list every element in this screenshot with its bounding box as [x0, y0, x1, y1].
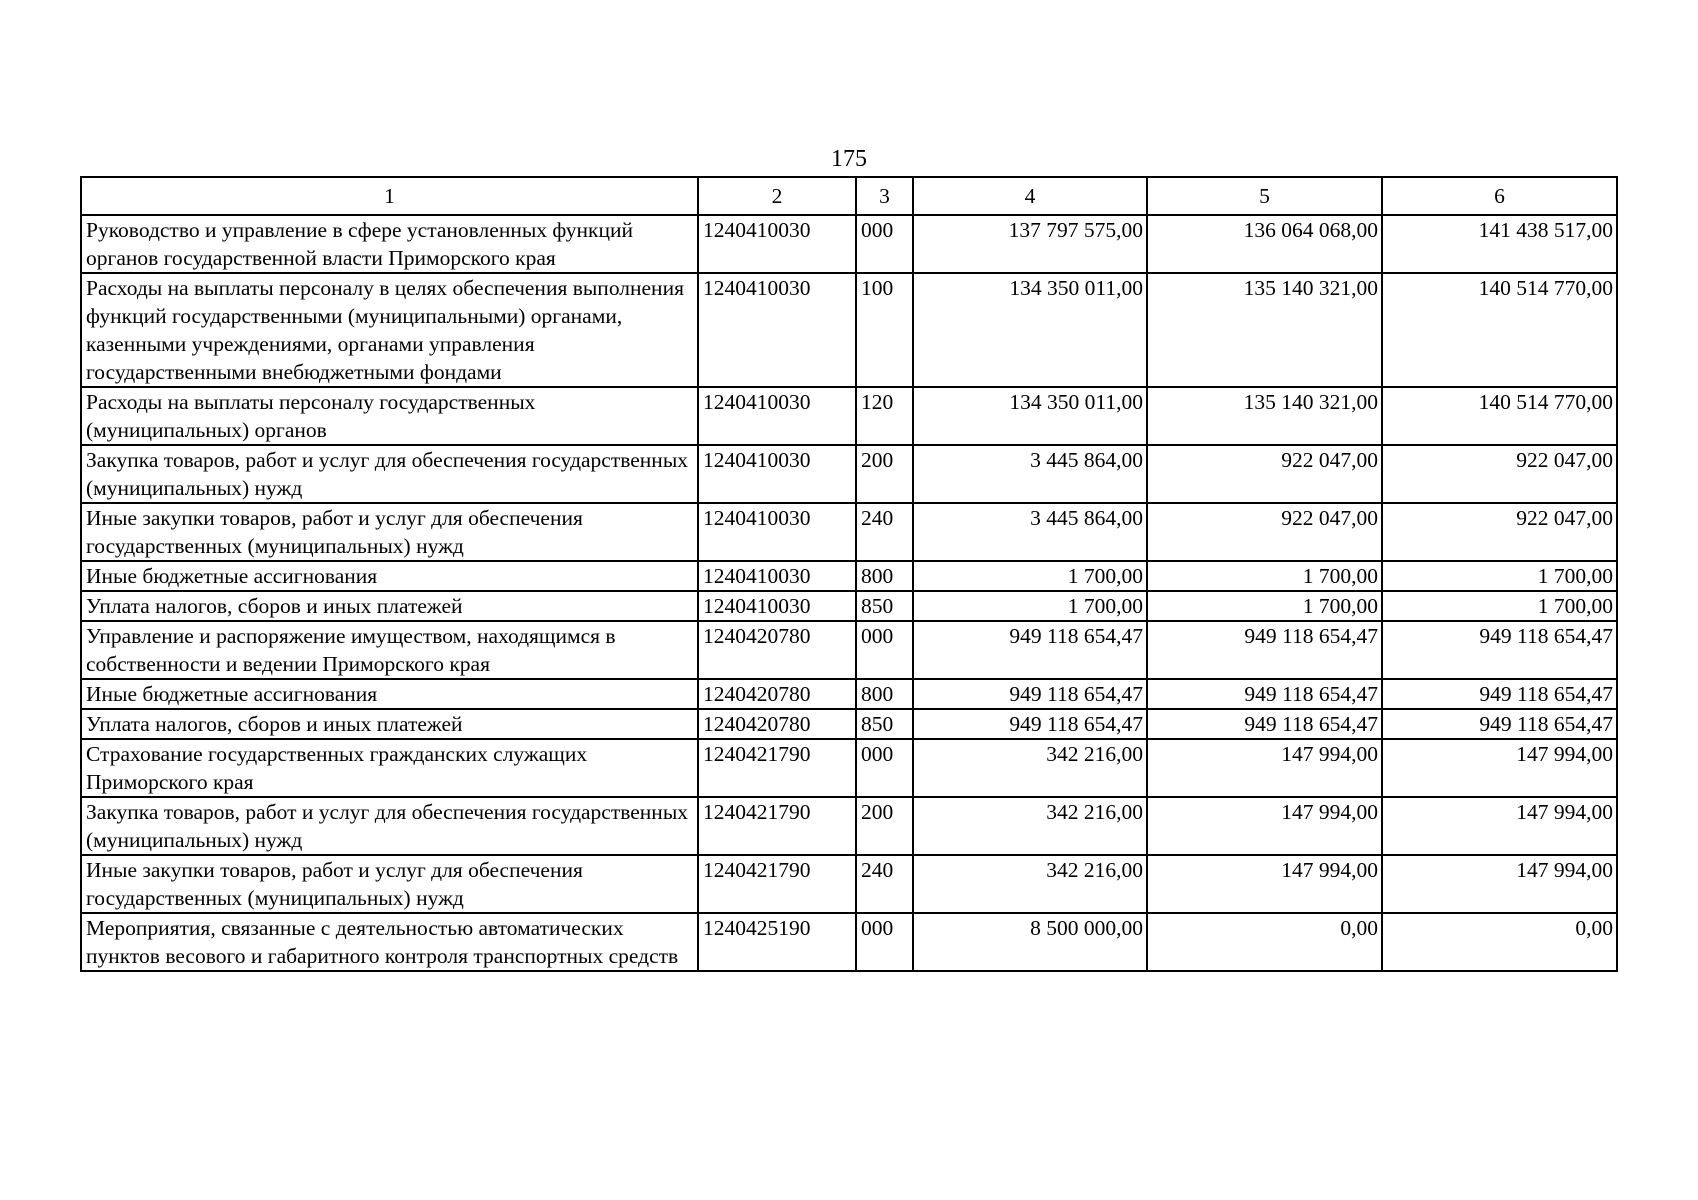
table-row [81, 503, 1617, 561]
row-code: 1240410030 [698, 273, 856, 387]
column-header-1: 1 [81, 177, 698, 215]
row-expense-type: 850 [856, 591, 913, 621]
row-amount-5: 1 700,00 [1147, 561, 1382, 591]
column-header-4: 4 [913, 177, 1147, 215]
row-amount-6: 922 047,00 [1382, 445, 1617, 503]
row-amount-5: 0,00 [1147, 913, 1382, 971]
row-amount-4: 137 797 575,00 [913, 215, 1147, 273]
row-code: 1240425190 [698, 913, 856, 971]
table-row [81, 621, 1617, 679]
table-row [81, 387, 1617, 445]
row-expense-type: 800 [856, 561, 913, 591]
row-amount-5: 1 700,00 [1147, 591, 1382, 621]
row-name: Иные закупки товаров, работ и услуг для обеспечения государственных (муниципальных) нужд [81, 503, 698, 561]
row-name: Руководство и управление в сфере установленных функций органов государственной власти Приморского края [81, 215, 698, 273]
row-name: Уплата налогов, сборов и иных платежей [81, 709, 698, 739]
row-amount-4: 3 445 864,00 [913, 445, 1147, 503]
row-code: 1240421790 [698, 797, 856, 855]
row-code: 1240410030 [698, 387, 856, 445]
row-expense-type: 000 [856, 913, 913, 971]
row-expense-type: 200 [856, 445, 913, 503]
row-name: Закупка товаров, работ и услуг для обеспечения государственных (муниципальных) нужд [81, 445, 698, 503]
column-header-3: 3 [856, 177, 913, 215]
row-amount-4: 949 118 654,47 [913, 621, 1147, 679]
row-name: Закупка товаров, работ и услуг для обеспечения государственных (муниципальных) нужд [81, 797, 698, 855]
row-expense-type: 240 [856, 503, 913, 561]
row-code: 1240420780 [698, 709, 856, 739]
row-amount-5: 135 140 321,00 [1147, 273, 1382, 387]
row-amount-4: 3 445 864,00 [913, 503, 1147, 561]
column-header-5: 5 [1147, 177, 1382, 215]
row-amount-4: 1 700,00 [913, 561, 1147, 591]
row-name: Управление и распоряжение имуществом, находящимся в собственности и ведении Приморского края [81, 621, 698, 679]
table-row [81, 739, 1617, 797]
row-expense-type: 120 [856, 387, 913, 445]
row-name: Уплата налогов, сборов и иных платежей [81, 591, 698, 621]
table-row [81, 679, 1617, 709]
row-amount-6: 949 118 654,47 [1382, 621, 1617, 679]
row-name: Страхование государственных гражданских служащих Приморского края [81, 739, 698, 797]
row-amount-5: 922 047,00 [1147, 503, 1382, 561]
page-number [0, 146, 1698, 172]
header-row [81, 177, 1617, 215]
row-expense-type: 000 [856, 621, 913, 679]
table-row [81, 561, 1617, 591]
row-amount-4: 8 500 000,00 [913, 913, 1147, 971]
row-code: 1240420780 [698, 679, 856, 709]
row-amount-6: 1 700,00 [1382, 591, 1617, 621]
row-amount-6: 147 994,00 [1382, 797, 1617, 855]
table-row [81, 855, 1617, 913]
row-amount-6: 0,00 [1382, 913, 1617, 971]
row-expense-type: 800 [856, 679, 913, 709]
row-expense-type: 000 [856, 739, 913, 797]
row-expense-type: 100 [856, 273, 913, 387]
row-amount-4: 949 118 654,47 [913, 709, 1147, 739]
budget-table [80, 176, 1618, 972]
row-name: Иные бюджетные ассигнования [81, 561, 698, 591]
row-amount-5: 147 994,00 [1147, 855, 1382, 913]
row-code: 1240421790 [698, 739, 856, 797]
table-row [81, 913, 1617, 971]
row-code: 1240410030 [698, 445, 856, 503]
row-code: 1240410030 [698, 561, 856, 591]
row-name: Расходы на выплаты персоналу в целях обеспечения выполнения функций государственными (муниципальными) органами, казенными учреждениями, органами управления государственными внебюджетными фондами [81, 273, 698, 387]
row-expense-type: 240 [856, 855, 913, 913]
row-name: Иные закупки товаров, работ и услуг для обеспечения государственных (муниципальных) нужд [81, 855, 698, 913]
row-amount-6: 949 118 654,47 [1382, 679, 1617, 709]
row-amount-6: 1 700,00 [1382, 561, 1617, 591]
row-amount-4: 949 118 654,47 [913, 679, 1147, 709]
row-amount-5: 949 118 654,47 [1147, 679, 1382, 709]
table-row [81, 273, 1617, 387]
row-code: 1240410030 [698, 215, 856, 273]
row-amount-6: 949 118 654,47 [1382, 709, 1617, 739]
row-amount-4: 134 350 011,00 [913, 387, 1147, 445]
column-header-2: 2 [698, 177, 856, 215]
row-amount-4: 342 216,00 [913, 739, 1147, 797]
row-amount-5: 136 064 068,00 [1147, 215, 1382, 273]
row-amount-5: 949 118 654,47 [1147, 621, 1382, 679]
page-number-text: 175 [831, 146, 867, 172]
row-name: Мероприятия, связанные с деятельностью автоматических пунктов весового и габаритного контроля транспортных средств [81, 913, 698, 971]
row-amount-6: 140 514 770,00 [1382, 387, 1617, 445]
row-amount-6: 141 438 517,00 [1382, 215, 1617, 273]
row-amount-5: 949 118 654,47 [1147, 709, 1382, 739]
row-code: 1240420780 [698, 621, 856, 679]
row-amount-5: 147 994,00 [1147, 739, 1382, 797]
table-row [81, 591, 1617, 621]
table-row [81, 215, 1617, 273]
row-name: Иные бюджетные ассигнования [81, 679, 698, 709]
row-expense-type: 000 [856, 215, 913, 273]
row-amount-6: 147 994,00 [1382, 855, 1617, 913]
row-amount-6: 140 514 770,00 [1382, 273, 1617, 387]
row-amount-4: 134 350 011,00 [913, 273, 1147, 387]
row-code: 1240410030 [698, 591, 856, 621]
table-header [81, 177, 1617, 215]
table-row [81, 709, 1617, 739]
row-expense-type: 200 [856, 797, 913, 855]
table-row [81, 797, 1617, 855]
table-body [81, 215, 1617, 971]
table-row [81, 445, 1617, 503]
row-code: 1240421790 [698, 855, 856, 913]
row-amount-4: 342 216,00 [913, 797, 1147, 855]
row-amount-5: 147 994,00 [1147, 797, 1382, 855]
column-header-6: 6 [1382, 177, 1617, 215]
row-amount-5: 922 047,00 [1147, 445, 1382, 503]
row-amount-4: 342 216,00 [913, 855, 1147, 913]
row-amount-5: 135 140 321,00 [1147, 387, 1382, 445]
row-expense-type: 850 [856, 709, 913, 739]
row-amount-6: 922 047,00 [1382, 503, 1617, 561]
row-name: Расходы на выплаты персоналу государственных (муниципальных) органов [81, 387, 698, 445]
row-code: 1240410030 [698, 503, 856, 561]
row-amount-6: 147 994,00 [1382, 739, 1617, 797]
row-amount-4: 1 700,00 [913, 591, 1147, 621]
